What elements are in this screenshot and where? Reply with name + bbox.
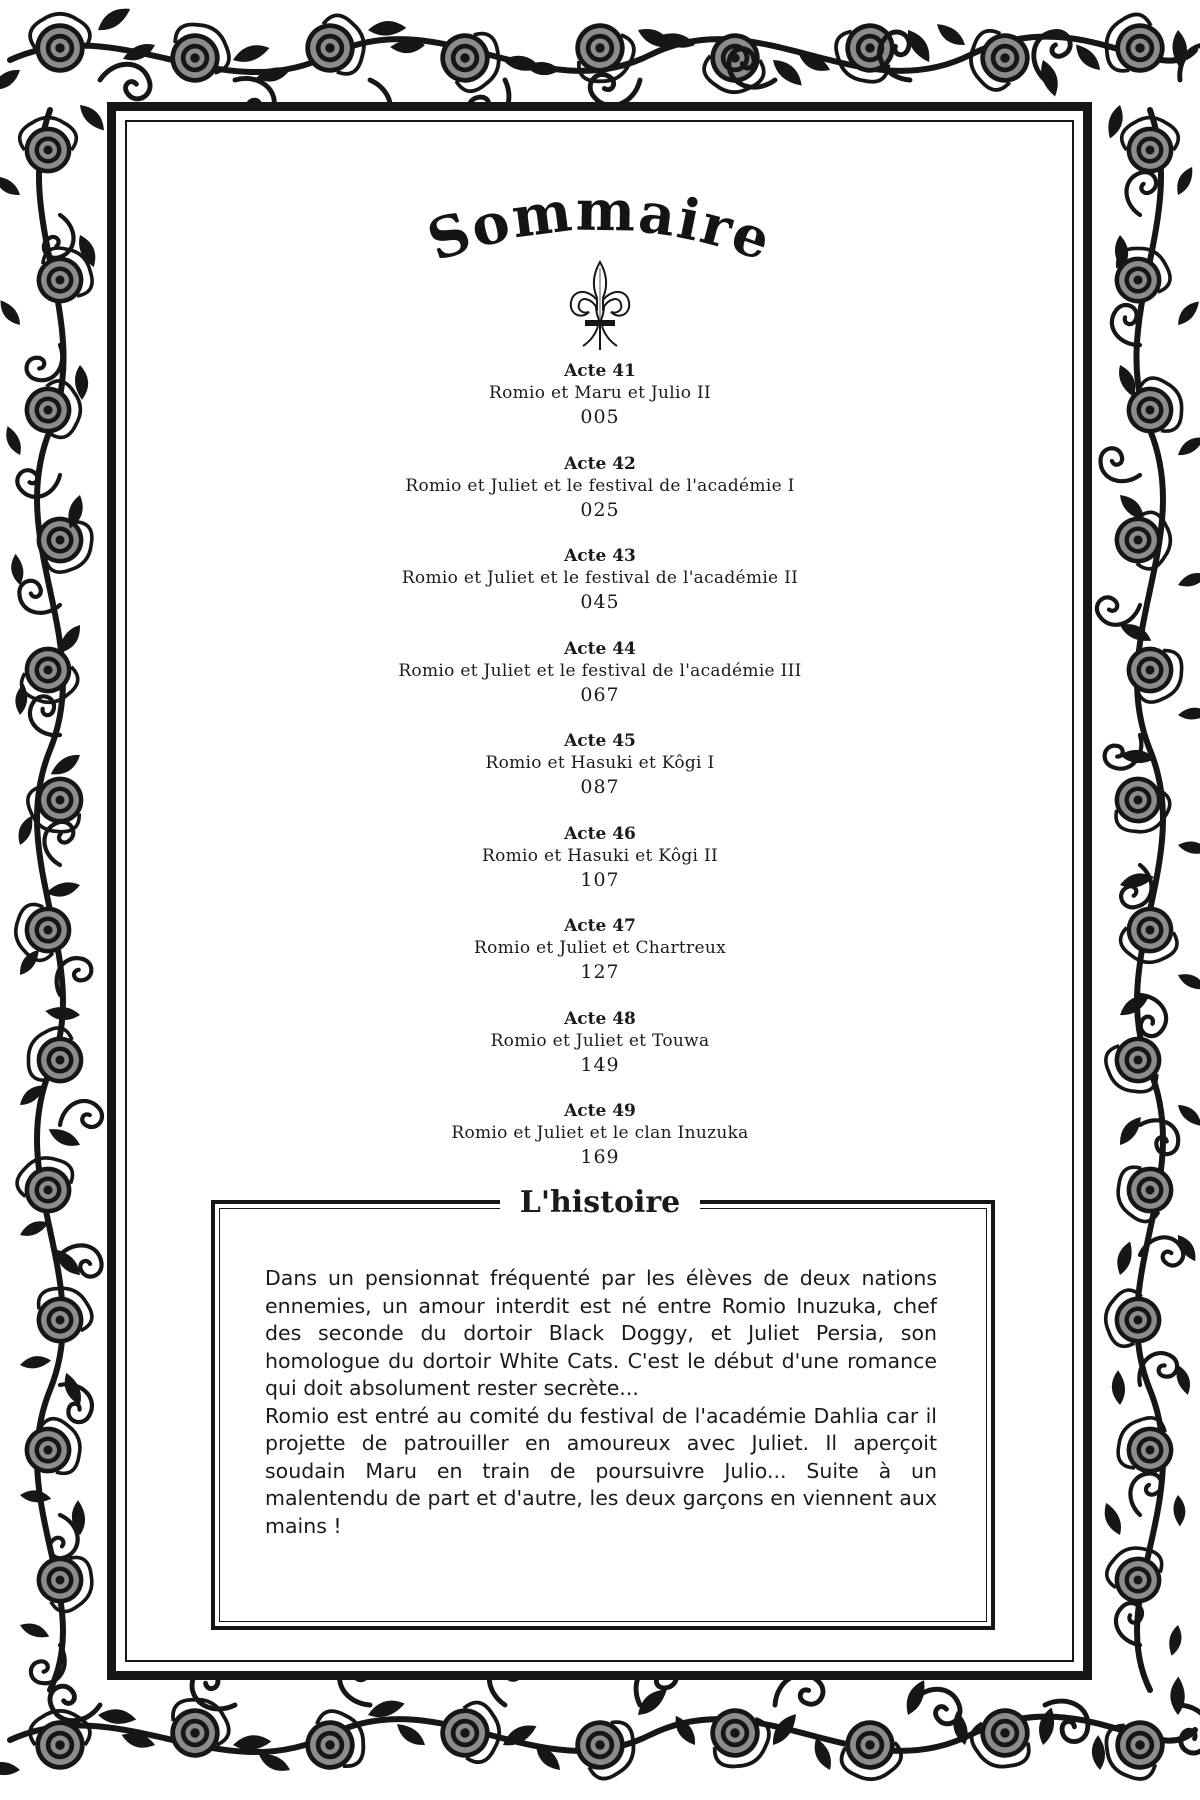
- toc-entry[interactable]: [300, 823, 900, 916]
- chapter-title: Romio et Juliet et le festival de l'académie II: [401, 568, 799, 588]
- page-number: 087: [580, 776, 620, 798]
- page-number: 107: [580, 868, 620, 891]
- page-number: 045: [580, 591, 620, 613]
- chapter-title: Romio et Hasuki et Kôgi I: [485, 753, 715, 773]
- chapter-title: Romio et Juliet et le clan Inuzuka: [451, 1123, 749, 1143]
- page-title-text: Sommaire: [419, 177, 781, 275]
- page-number: 127: [580, 961, 620, 983]
- act-number: Acte 44: [564, 638, 636, 659]
- fleur-de-lis-icon: [565, 258, 635, 353]
- page-number: 005: [580, 406, 620, 428]
- toc-entry[interactable]: [300, 638, 900, 731]
- act-number: Acte 43: [564, 546, 636, 566]
- page-number: 149: [580, 1053, 620, 1076]
- toc-entry[interactable]: [300, 453, 900, 546]
- story-heading: L'histoire: [500, 1182, 700, 1224]
- chapter-title: Romio et Hasuki et Kôgi II: [481, 845, 719, 866]
- act-number: Acte 47: [564, 916, 636, 936]
- act-number: Acte 46: [564, 823, 636, 844]
- chapter-title: Romio et Maru et Julio II: [488, 383, 712, 403]
- act-number: Acte 41: [564, 361, 636, 381]
- act-number: Acte 48: [564, 1008, 636, 1029]
- act-number: Acte 45: [564, 731, 636, 751]
- chapter-title: Romio et Juliet et le festival de l'académie I: [405, 475, 795, 496]
- toc-entry[interactable]: [300, 1100, 900, 1193]
- story-paragraph: Dans un pensionnat fréquenté par les élèves de deux nations ennemies, un amour interdit est né entre Romio Inuzuka, chef des seconde du dortoir Black Doggy, et Juliet Persia, son homologue du dortoir White Cats. C'est le début d'une romance qui doit absolument rester secrète...: [265, 1266, 937, 1400]
- toc-entry[interactable]: [300, 1008, 900, 1101]
- toc-entry[interactable]: [300, 730, 900, 823]
- page-number: 025: [580, 498, 620, 521]
- chapter-title: Romio et Juliet et le festival de l'académie III: [398, 660, 802, 681]
- chapter-title: Romio et Juliet et Chartreux: [474, 938, 726, 958]
- toc-entry[interactable]: [300, 915, 900, 1008]
- page-number: 169: [580, 1146, 620, 1168]
- toc-entry[interactable]: [300, 360, 900, 453]
- act-number: Acte 49: [564, 1101, 636, 1121]
- chapter-title: Romio et Juliet et Touwa: [490, 1030, 710, 1051]
- act-number: Acte 42: [564, 453, 636, 474]
- toc-entry[interactable]: [300, 545, 900, 638]
- page-number: 067: [580, 683, 620, 706]
- table-of-contents: [300, 360, 900, 1193]
- story-summary-text: [265, 1265, 937, 1540]
- story-paragraph: Romio est entré au comité du festival de l'académie Dahlia car il projette de patrouiller en amoureux avec Juliet. Il aperçoit soudain Maru en train de poursuivre Julio... Suite à un malentendu de part et d'autre, les deux garçons en viennent aux mains !: [265, 1403, 937, 1538]
